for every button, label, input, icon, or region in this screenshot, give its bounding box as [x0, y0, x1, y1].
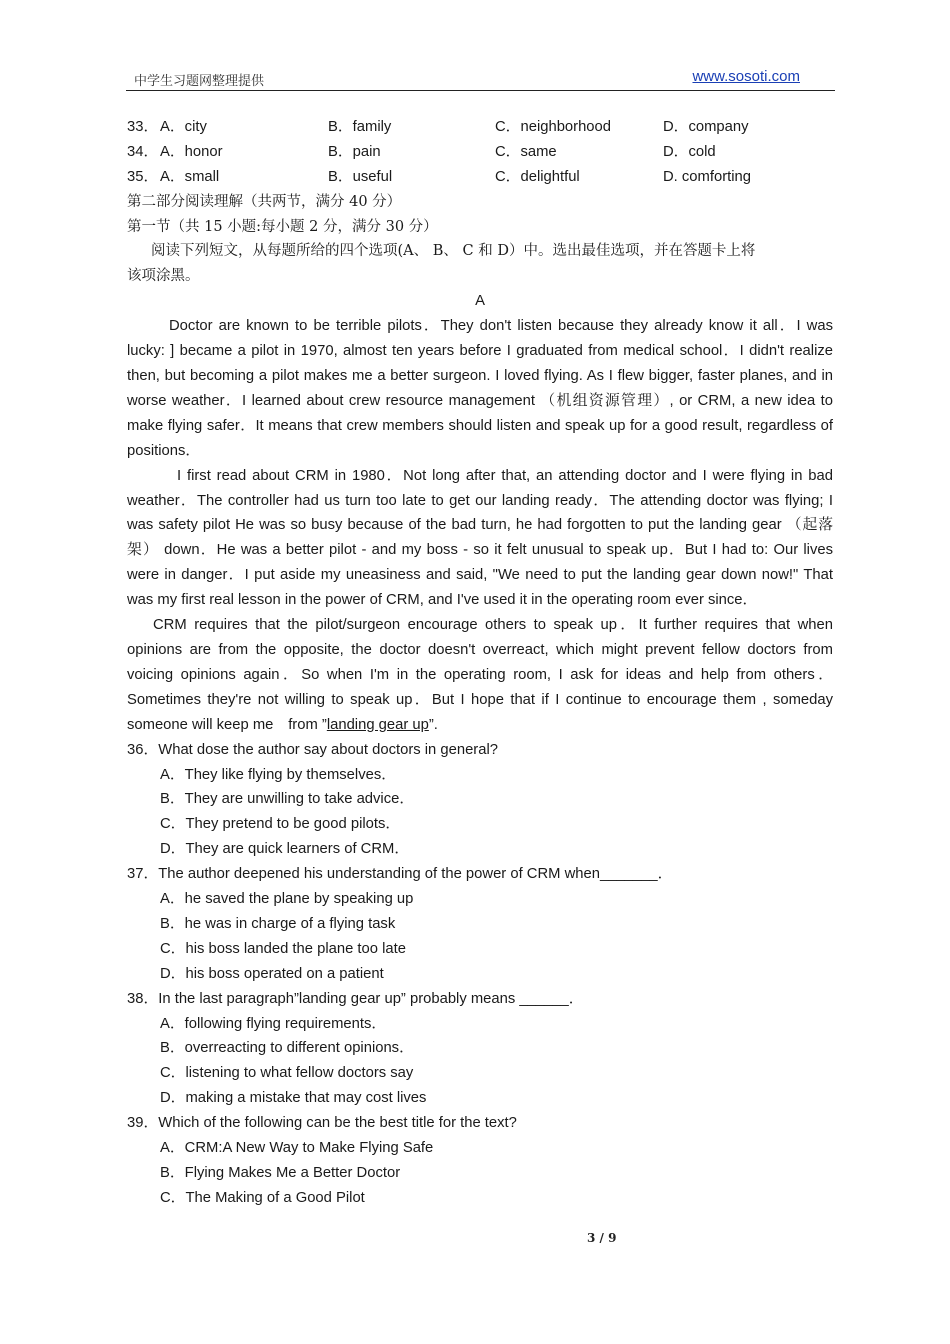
- answer-option: C．They pretend to be good pilots．: [160, 816, 401, 833]
- underlined-phrase: landing gear up: [326, 716, 429, 733]
- question: [127, 738, 833, 863]
- options-row: [127, 115, 833, 140]
- question-number: 35．: [127, 168, 159, 185]
- option-b: B．family: [328, 119, 392, 135]
- answer-option: A．CRM:A New Way to Make Flying Safe: [160, 1140, 434, 1157]
- option-a: A．small: [160, 168, 220, 185]
- question-stem: 38．In the last paragraph”landing gear up” probably means ______．: [127, 990, 584, 1007]
- paragraph-text: CRM requires that the pilot/surgeon encourage others to speak up．It further requires that when opinions are from the opposite, the doctor doesn't overreact, which might prevent fellow doctors from voicing opinions again．So when I'm in the operating room, I ask for ideas and help from others．Sometimes they're not willing to speak up．But I hope that if I continue to encourage them , someday someone will keep me from ”: [127, 617, 833, 733]
- answer-option: D．They are quick learners of CRM．: [160, 841, 410, 858]
- page-indicator: 3 / 9: [587, 1231, 617, 1245]
- options-row: [127, 140, 833, 165]
- answer-option: B．They are unwilling to take advice．: [160, 791, 415, 808]
- instruction-line: 该项涂黑。: [127, 268, 200, 285]
- answer-option: B．he was in charge of a flying task: [160, 915, 396, 932]
- answer-option: B．overreacting to different opinions．: [160, 1040, 414, 1057]
- option-b: B．useful: [328, 168, 393, 185]
- passage-paragraph: [127, 613, 833, 738]
- answer-option: A．They like flying by themselves．: [160, 766, 397, 783]
- answer-option: C．his boss landed the plane too late: [160, 940, 406, 957]
- question: [127, 1111, 833, 1211]
- document-body: [127, 115, 833, 1211]
- question-stem: 39．Which of the following can be the best title for the text?: [127, 1115, 517, 1132]
- option-b: B．pain: [328, 143, 381, 160]
- question-number: 34．: [127, 143, 159, 160]
- option-a: A．city: [160, 119, 207, 135]
- passage-paragraph: Doctor are known to be terrible pilots．They don't listen because they already know it all．I was lucky: ] became a pilot in 1970, almost ten years before I graduated from medical school．I didn't realize then, but becoming a pilot makes me a better surgeon. I loved flying. As I flew bigger, faster planes, and in worse weather．I learned about crew resource management （机组资源管理）, or CRM, a new idea to make flying safer．It means that crew members should listen and speak up for a good result, regardless of positions．: [127, 318, 833, 459]
- answer-option: D．making a mistake that may cost lives: [160, 1090, 427, 1107]
- page-header: [126, 66, 835, 91]
- options-row: [127, 165, 833, 190]
- answer-option: A．following flying requirements．: [160, 1015, 387, 1032]
- option-d: D．company: [663, 119, 749, 135]
- site-name: 中学生习题网整理提供: [134, 74, 265, 89]
- site-url-link[interactable]: www.sosoti.com: [692, 68, 800, 85]
- instruction-line: 阅读下列短文，从每题所给的四个选项(A、 B、 C 和 D）中。选出最佳选项，并在答题卡上将: [151, 243, 756, 260]
- option-c: C．same: [495, 143, 557, 160]
- answer-option: C．listening to what fellow doctors say: [160, 1065, 414, 1082]
- option-d: D．cold: [663, 143, 716, 160]
- option-a: A．honor: [160, 143, 223, 160]
- question: [127, 862, 833, 987]
- question-stem: 36．What dose the author say about doctors in general?: [127, 741, 498, 758]
- option-c: C．delightful: [495, 168, 580, 185]
- option-d: D. comforting: [663, 168, 751, 185]
- paragraph-end: ”.: [428, 716, 438, 733]
- passage-letter: A: [475, 293, 485, 310]
- answer-option: A．he saved the plane by speaking up: [160, 891, 414, 908]
- option-c: C．neighborhood: [495, 119, 611, 135]
- section-heading: 第一节（共 15 小题:每小题 2 分，满分 30 分）: [127, 218, 438, 235]
- question-stem: 37．The author deepened his understanding of the power of CRM when_______．: [127, 866, 673, 883]
- part-heading: 第二部分阅读理解（共两节，满分 40 分）: [127, 193, 402, 210]
- passage-paragraph: I first read about CRM in 1980．Not long after that, an attending doctor and I were flying in bad weather．The controller had us turn too late to get our landing ready．The attending doctor was flying; I was safety pilot He was so busy because of the bad turn, he had forgotten to put the landing gear （起落架） down．He was a better pilot - and my boss - so it felt unusual to speak up．But I had to: Our lives were in danger．I put aside my uneasiness and said, "We need to put the landing gear down now!" That was my first real lesson in the power of CRM, and I've used it in the operating room ever since．: [127, 467, 833, 609]
- question: [127, 987, 833, 1112]
- question-number: 33．: [127, 119, 159, 135]
- answer-option: C．The Making of a Good Pilot: [160, 1189, 365, 1206]
- answer-option: B．Flying Makes Me a Better Doctor: [160, 1165, 401, 1182]
- answer-option: D．his boss operated on a patient: [160, 965, 384, 982]
